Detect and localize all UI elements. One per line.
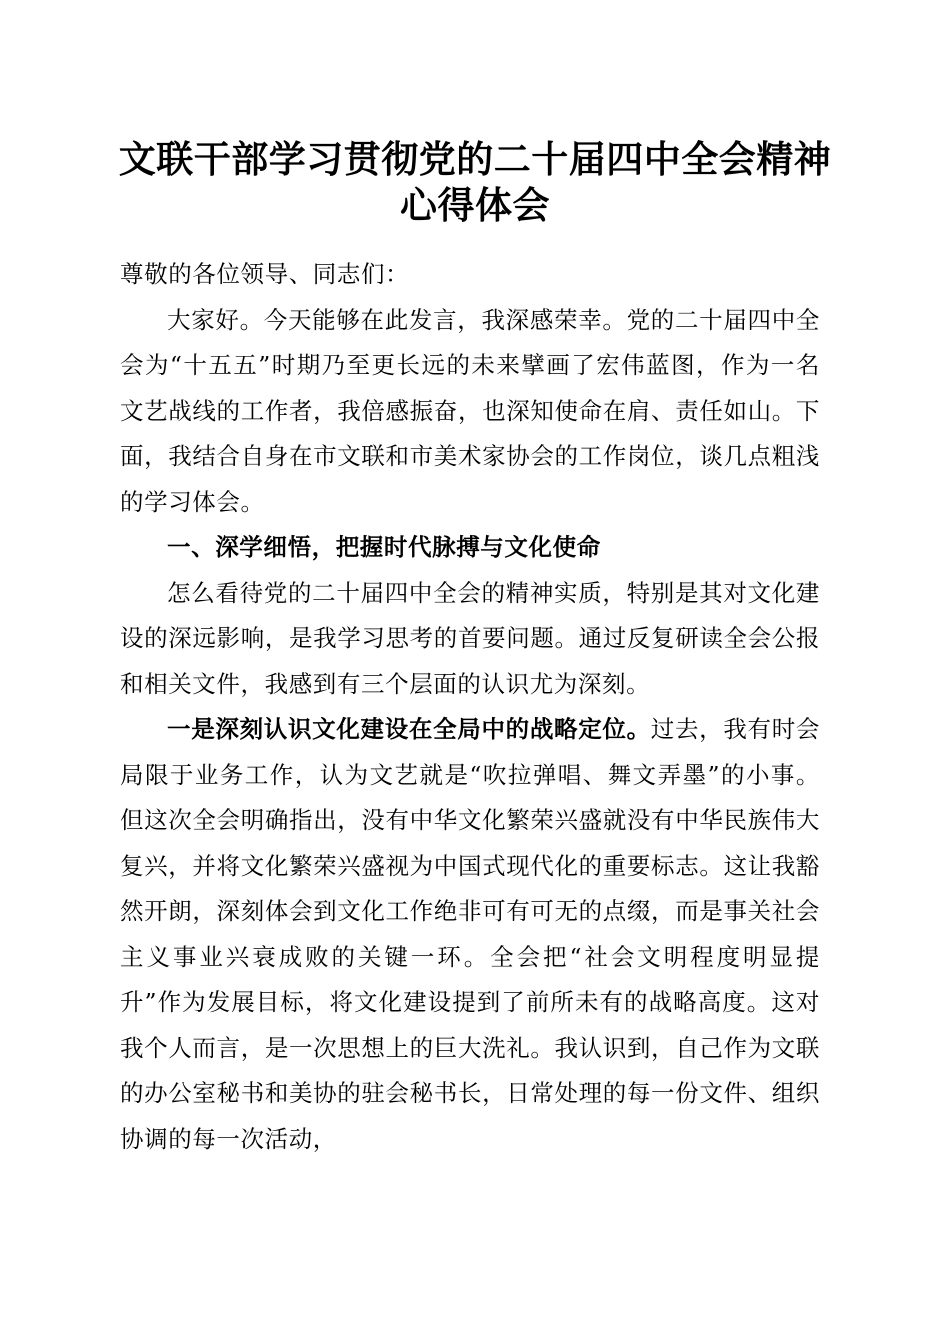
salutation: 尊敬的各位领导、同志们：: [120, 260, 410, 288]
section-paragraph: 怎么看待党的二十届四中全会的精神实质，特别是其对文化建设的深远影响，是我学习思考的首要问题。通过反复研读全会公报和相关文件，我感到有三个层面的认识尤为深刻。: [120, 578, 820, 698]
section-paragraph-point-one: [120, 707, 820, 1162]
document-title: 文联干部学习贯彻党的二十届四中全会精神心得体会: [118, 137, 832, 227]
document-body: [120, 252, 820, 1162]
point-lead-sentence: 一是深刻认识文化建设在全局中的战略定位。: [167, 715, 651, 743]
section-heading: 一、深学细悟，把握时代脉搏与文化使命: [167, 533, 601, 561]
point-body-text: 过去，我有时会局限于业务工作，认为文艺就是“吹拉弹唱、舞文弄墨”的小事。但这次全会明确指出，没有中华文化繁荣兴盛就没有中华民族伟大复兴，并将文化繁荣兴盛视为中国式现代化的重要标志。这让我豁然开朗，深刻体会到文化工作绝非可有可无的点缀，而是事关社会主义事业兴衰成败的关键一环。全会把“社会文明程度明显提升”作为发展目标，将文化建设提到了前所未有的战略高度。这对我个人而言，是一次思想上的巨大洗礼。我认识到，自己作为文联的办公室秘书和美协的驻会秘书长，日常处理的每一份文件、组织协调的每一次活动，: [120, 715, 821, 1153]
intro-paragraph: 大家好。今天能够在此发言，我深感荣幸。党的二十届四中全会为“十五五”时期乃至更长远的未来擘画了宏伟蓝图，作为一名文艺战线的工作者，我倍感振奋，也深知使命在肩、责任如山。下面，我结合自身在市文联和市美术家协会的工作岗位，谈几点粗浅的学习体会。: [120, 305, 820, 516]
